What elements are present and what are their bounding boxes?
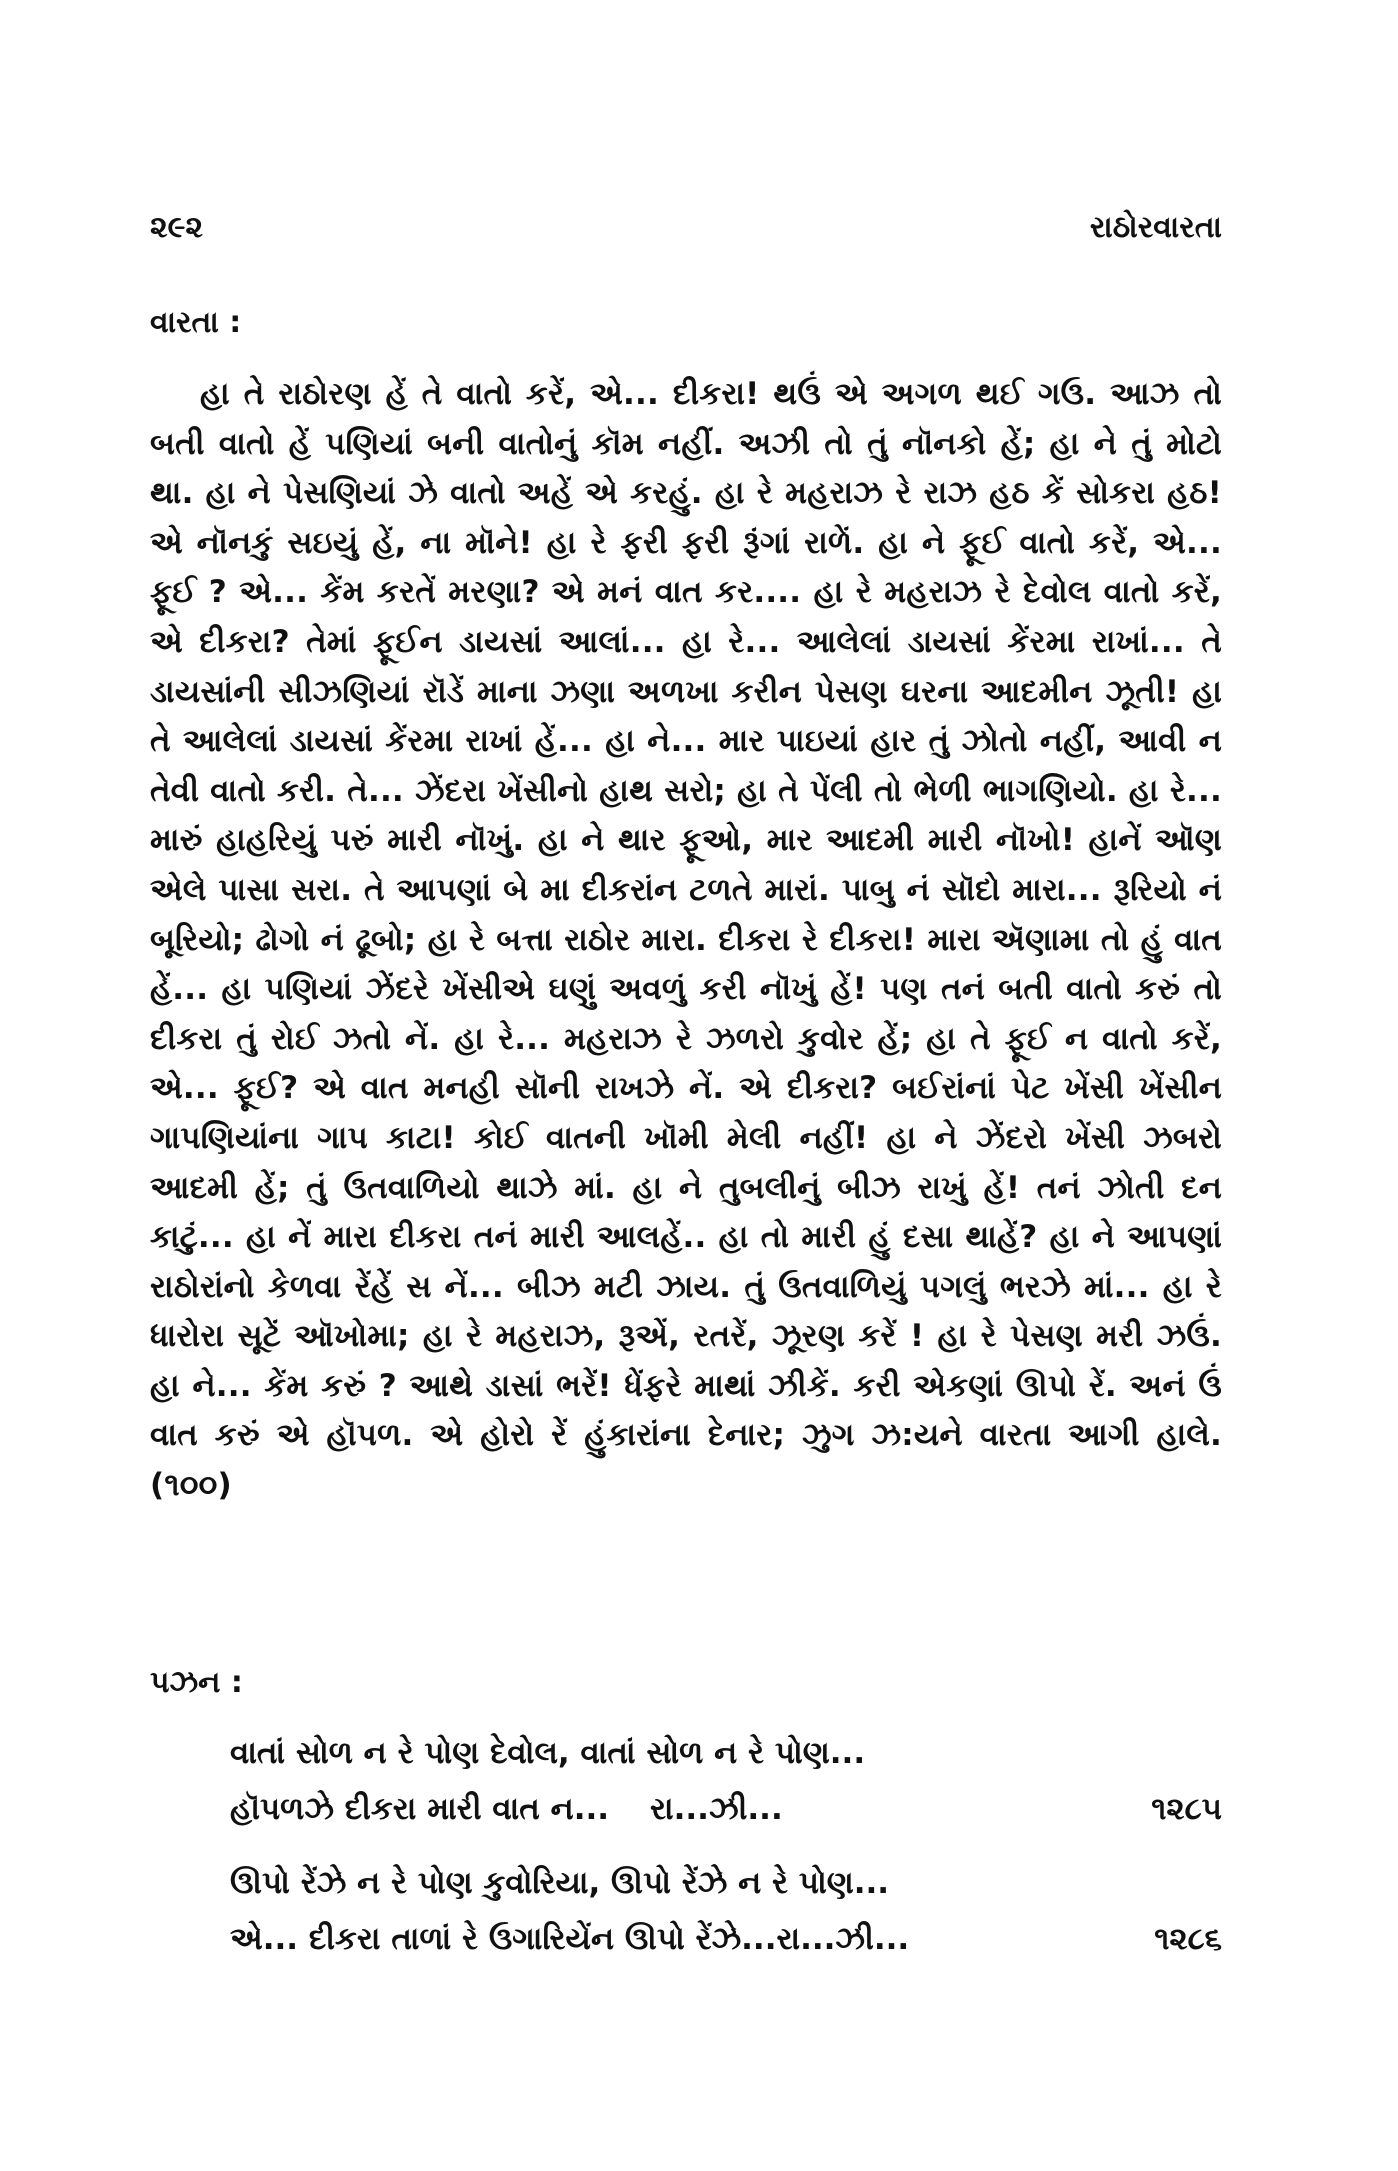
verse-line: [230, 1725, 1222, 1781]
verse-line-text: હૉપળઝે દીકરા મારી વાત ન...: [230, 1791, 610, 1827]
story-section-label: વારતા :: [150, 305, 242, 340]
verse-number: ૧૨૮૬: [1154, 1921, 1222, 1957]
verse-line-text: ઊપો રેંઝે ન રે પોણ કુવોરિયા, ઊપો રેંઝે ન રે પોણ...: [230, 1865, 890, 1901]
verse-refrain: રા...ઝી...: [650, 1791, 783, 1827]
running-header: [150, 210, 1222, 245]
verse-line-text: એ... દીકરા તાળાં રે ઉગારિયેંન ઊપો રેંઝે...રા...ઝી...: [230, 1921, 910, 1957]
verse-1285: [230, 1725, 1222, 1837]
story-paragraph: હા તે રાઠોરણ હેં તે વાતો કરેં, એ... દીકરા! થઉં એ અગળ થઈ ગઉ. આઝ તો બતી વાતો હેં પણિયાં બની વાતોનું કૉમ નહીં. અઝી તો તું નૉનકો હેં; હા ને તું મોટો થા. હા ને પેસણિયાં ઝે વાતો અહેં એ કરહું. હા રે મહરાઝ રે રાઝ હઠ કેં સોકરા હઠ! એ નૉનકું સઇયું હેં, ના મૉને! હા રે ફરી ફરી રૂંગાં રાળેં. હા ને ફૂઈ વાતો કરેં, એ... ફૂઈ ? એ... કેંમ કરતેં મરણા? એ મનં વાત કર.... હા રે મહરાઝ રે દેવોલ વાતો કરેં, એ દીકરા? તેમાં ફૂઈન ડાયસાં આલાં... હા રે... આલેલાં ડાયસાં કેંરમા રાખાં... તે ડાયસાંની સીઝણિયાં રૉડેં માના ઝણા અળખા કરીન પેસણ ઘરના આદમીન ઝૂતી! હા તે આલેલાં ડાયસાં કેંરમા રાખાં હેં... હા ને... માર પાઇયાં હાર તું ઝોતો નહીં, આવી ન તેવી વાતો કરી. તે... ઝેંદરા ખેંસીનો હાથ સરો; હા તે પેંલી તો ભેળી ભાગણિયો. હા રે... મારું હાહરિયું પરું મારી નૉખું. હા ને થાર ફૂઓ, માર આદમી મારી નૉખો! હાનેં ઑણ એલે પાસા સરા. તે આપણાં બે મા દીકરાંન ટળતે મારાં. પાબુ નં સૉદો મારા... રૂરિયો નં બૂરિયો; ઢોગો નં ઢૂબો; હા રે બત્તા રાઠોર મારા. દીકરા રે દીકરા! મારા ઍણામા તો હું વાત હેં... હા પણિયાં ઝેંદરે ખેંસીએ ઘણું અવળું કરી નૉખું હેં! પણ તનં બતી વાતો કરું તો દીકરા તું રોઈ ઝતો નેં. હા રે... મહરાઝ રે ઝળરો કુવોર હેં; હા તે ફૂઈ ન વાતો કરેં, એ... ફૂઈ? એ વાત મનહી સૉની રાખઝે નેં. એ દીકરા? બઈરાંનાં પેટ ખેંસી ખેંસીન ગાપણિયાંના ગાપ કાટા! કોઈ વાતની ખૉમી મેલી નહીં! હા ને ઝેંદરો ખેંસી ઝબરો આદમી હેં; તું ઉતવાળિયો થાઝે માં. હા ને તુબલીનું બીઝ રાખું હેં! તનં ઝોતી દન કાટું... હા નેં મારા દીકરા તનં મારી આલહેં.. હા તો મારી હું દસા થાહેં? હા ને આપણાં રાઠોરાંનો કેળવા રેંહેં સ નેં... બીઝ મટી ઝાય. તું ઉતવાળિયું પગલું ભરઝે માં... હા રે ધારોરા સૂટેં ઑખોમા; હા રે મહરાઝ, રૂએં, રતરેં, ઝૂરણ કરેં ! હા રે પેસણ મરી ઝઉં. હા ને... કેંમ કરું ? આથે ડાસાં ભરેં! ધેંફરે માથાં ઝીકેં. કરી એકણાં ઊપો રેં. અનં ઉં વાત કરું એ હૉપળ. એ હોરો રેં હુંકારાંના દેનાર; ઝુગ ઝ:યને વારતા આગી હાલે. (૧૦૦): [150, 376, 1222, 1504]
verse-line-text: વાતાં સોળ ન રે પોણ દેવોલ, વાતાં સોળ ન રે પોણ...: [230, 1735, 866, 1771]
verse-number: ૧૨૮૫: [1151, 1791, 1222, 1827]
bhajan-section-label: પઝન :: [150, 1665, 243, 1700]
verse-1286: [230, 1855, 1222, 1967]
verse-line: [230, 1855, 1222, 1911]
verse-line: [230, 1911, 1222, 1967]
book-title: રાઠોરવારતા: [1089, 210, 1222, 245]
page-number: ૨૯૨: [150, 210, 203, 245]
verse-line: [230, 1781, 1222, 1837]
